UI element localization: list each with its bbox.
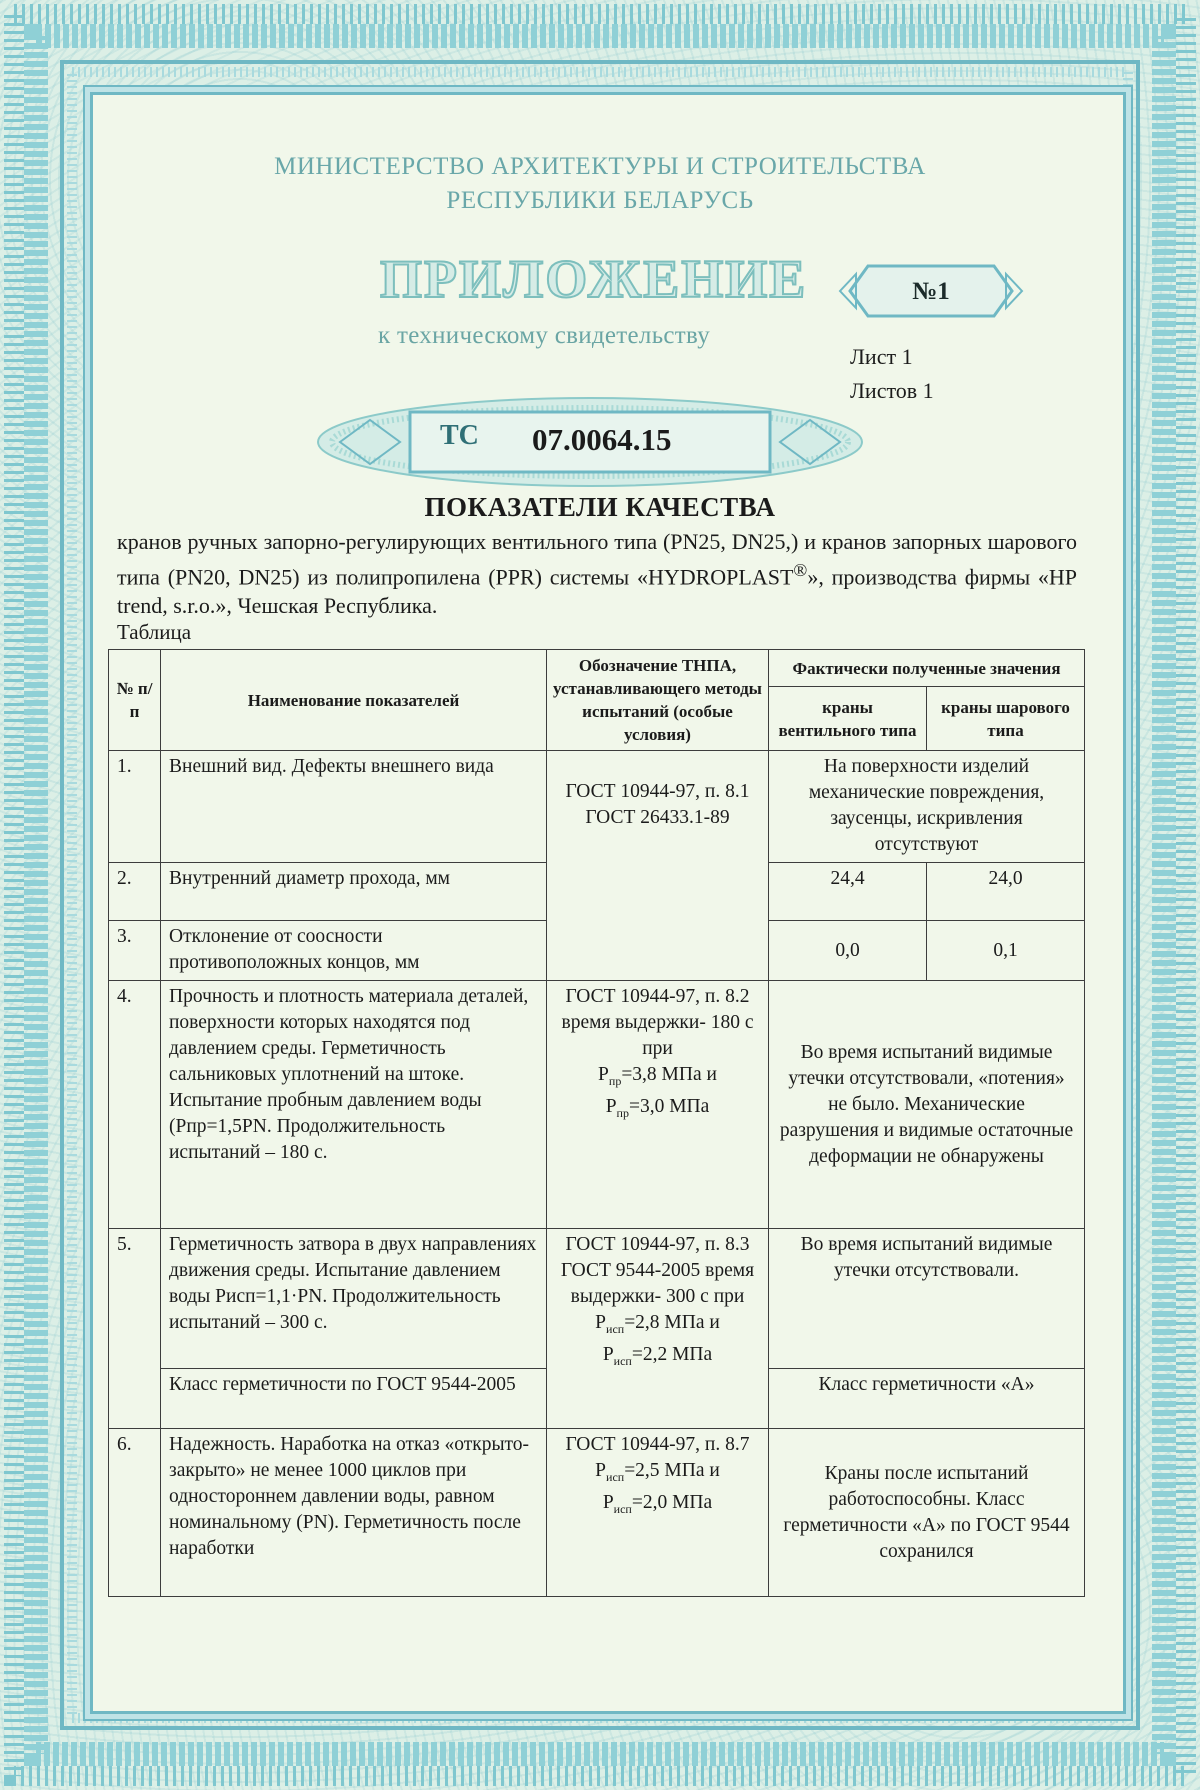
pressure-value: =2,2 МПа xyxy=(631,1343,713,1365)
tnpa-pressure-1 xyxy=(555,1062,760,1094)
row-tnpa xyxy=(547,1229,769,1429)
row-tnpa xyxy=(547,1429,769,1597)
pressure-subscript: исп xyxy=(613,1353,632,1368)
row-num: 1. xyxy=(109,751,161,863)
row-result: Краны после испытаний работоспособны. Класс герметичности «А» по ГОСТ 9544 сохранился xyxy=(769,1429,1085,1597)
row-indicator: Внутренний диаметр прохода, мм xyxy=(161,863,547,921)
row-num: 2. xyxy=(109,863,161,921)
pressure-subscript: пр xyxy=(616,1105,629,1120)
table-row xyxy=(109,981,1085,1229)
tc-label: ТС xyxy=(440,420,479,451)
pressure-value: =3,0 МПа xyxy=(628,1095,710,1117)
registered-mark: ® xyxy=(793,560,808,580)
row-indicator: Надежность. Наработка на отказ «открыто-закрыто» не менее 1000 циклов при одностороннем давлении воды, равном номинальному (PN). Герметичность после наработки xyxy=(161,1429,547,1597)
row-value-valve: 24,4 xyxy=(769,863,927,921)
pressure-symbol: P xyxy=(602,1491,614,1513)
appendix-subtitle: к техническому свидетельству xyxy=(378,322,711,349)
tc-number: 07.0064.15 xyxy=(532,422,672,457)
pressure-symbol: P xyxy=(602,1343,614,1365)
tnpa-pressure-2 xyxy=(555,1342,760,1374)
product-description xyxy=(117,527,1077,620)
pressure-value: =2,8 МПа и xyxy=(624,1312,720,1333)
row-result: Класс герметичности «А» xyxy=(769,1369,1085,1429)
appendix-number: №1 xyxy=(912,278,950,305)
pressure-symbol: P xyxy=(598,1064,609,1085)
row-value-ball: 24,0 xyxy=(927,863,1085,921)
sheets-total: Листов 1 xyxy=(850,378,934,403)
header-actual-values: Фактически полученные значения xyxy=(769,650,1085,687)
row-result: На поверхности изделий механические повреждения, заусенцы, искривления отсутствуют xyxy=(769,751,1085,863)
pressure-subscript: исп xyxy=(606,1321,625,1336)
appendix-title: ПРИЛОЖЕНИЕ xyxy=(380,249,808,309)
pressure-subscript: исп xyxy=(613,1501,632,1516)
table-row xyxy=(109,751,1085,863)
row-num: 6. xyxy=(109,1429,161,1597)
pressure-symbol: P xyxy=(605,1095,617,1117)
table-header-row xyxy=(109,650,1085,687)
tnpa-text: ГОСТ 10944-97, п. 8.3 ГОСТ 9544-2005 время выдержки- 300 с при xyxy=(560,1234,755,1307)
description-part-2: », производства фирмы «HP trend, s.r.o.», Чешская Республика. xyxy=(117,564,1078,619)
pressure-symbol: P xyxy=(595,1460,607,1481)
sheet-number: Лист 1 xyxy=(850,344,913,369)
row-result: Во время испытаний видимые утечки отсутствовали, «потения» не было. Механические разрушения и видимые остаточные деформации не обнаружены xyxy=(769,981,1085,1229)
tnpa-text: ГОСТ 10944-97, п. 8.7 xyxy=(565,1434,750,1455)
pressure-subscript: пр xyxy=(608,1073,622,1088)
header-num: № п/п xyxy=(109,650,161,751)
pressure-value: =3,8 МПа и xyxy=(621,1064,717,1085)
ministry-line-2: РЕСПУБЛИКИ БЕЛАРУСЬ xyxy=(446,187,754,214)
tnpa-pressure-1 xyxy=(555,1458,760,1490)
tnpa-text: ГОСТ 10944-97, п. 8.2 время выдержки- 180 с при xyxy=(561,986,754,1059)
row-value-ball: 0,1 xyxy=(927,921,1085,981)
table-label: Таблица xyxy=(117,620,192,644)
description-part-1: кранов ручных запорно-регулирующих вентильного типа (PN25, DN25,) и кранов запорных шарового типа (PN20, DN25) из полипропилена (PPR) системы «HYDROPLAST xyxy=(117,529,1077,590)
ministry-line-1: МИНИСТЕРСТВО АРХИТЕКТУРЫ И СТРОИТЕЛЬСТВА xyxy=(274,153,926,180)
pressure-value: =2,0 МПа xyxy=(631,1491,713,1513)
tnpa-pressure-2 xyxy=(555,1094,760,1126)
ministry-header xyxy=(0,150,1200,218)
row-indicator: Герметичность затвора в двух направлениях движения среды. Испытание давлением воды Pисп=1,1·PN. Продолжительность испытаний – 300 с. xyxy=(161,1229,547,1369)
row-indicator: Прочность и плотность материала деталей, поверхности которых находятся под давлением среды. Герметичность сальниковых уплотнений на штоке. Испытание пробным давлением воды (Pпр=1,5PN. Продолжительность испытаний – 180 с. xyxy=(161,981,547,1229)
row-tnpa xyxy=(547,981,769,1229)
row-value-valve: 0,0 xyxy=(769,921,927,981)
quality-indicators-table xyxy=(108,649,1085,1597)
row-result: Во время испытаний видимые утечки отсутствовали. xyxy=(769,1229,1085,1369)
document-title: ПОКАЗАТЕЛИ КАЧЕСТВА xyxy=(424,492,776,522)
row-indicator: Внешний вид. Дефекты внешнего вида xyxy=(161,751,547,863)
header-name: Наименование показателей xyxy=(161,650,547,751)
row-num: 3. xyxy=(109,921,161,981)
row-tnpa: ГОСТ 10944-97, п. 8.1 ГОСТ 26433.1-89 xyxy=(547,751,769,981)
tnpa-pressure-1 xyxy=(555,1310,760,1342)
pressure-value: =2,5 МПа и xyxy=(624,1460,720,1481)
pressure-symbol: P xyxy=(595,1312,607,1333)
table-row xyxy=(109,1429,1085,1597)
header-valve-type: краны вентильного типа xyxy=(769,687,927,751)
header-tnpa: Обозначение ТНПА, устанавливающего методы испытаний (особые условия) xyxy=(547,650,769,751)
row-num: 5. xyxy=(109,1229,161,1429)
row-indicator: Отклонение от соосности противоположных концов, мм xyxy=(161,921,547,981)
table-row xyxy=(109,1229,1085,1369)
row-num: 4. xyxy=(109,981,161,1229)
row-indicator: Класс герметичности по ГОСТ 9544-2005 xyxy=(161,1369,547,1429)
tnpa-pressure-2 xyxy=(555,1490,760,1522)
header-ball-type: краны шарового типа xyxy=(927,687,1085,751)
pressure-subscript: исп xyxy=(606,1469,625,1484)
